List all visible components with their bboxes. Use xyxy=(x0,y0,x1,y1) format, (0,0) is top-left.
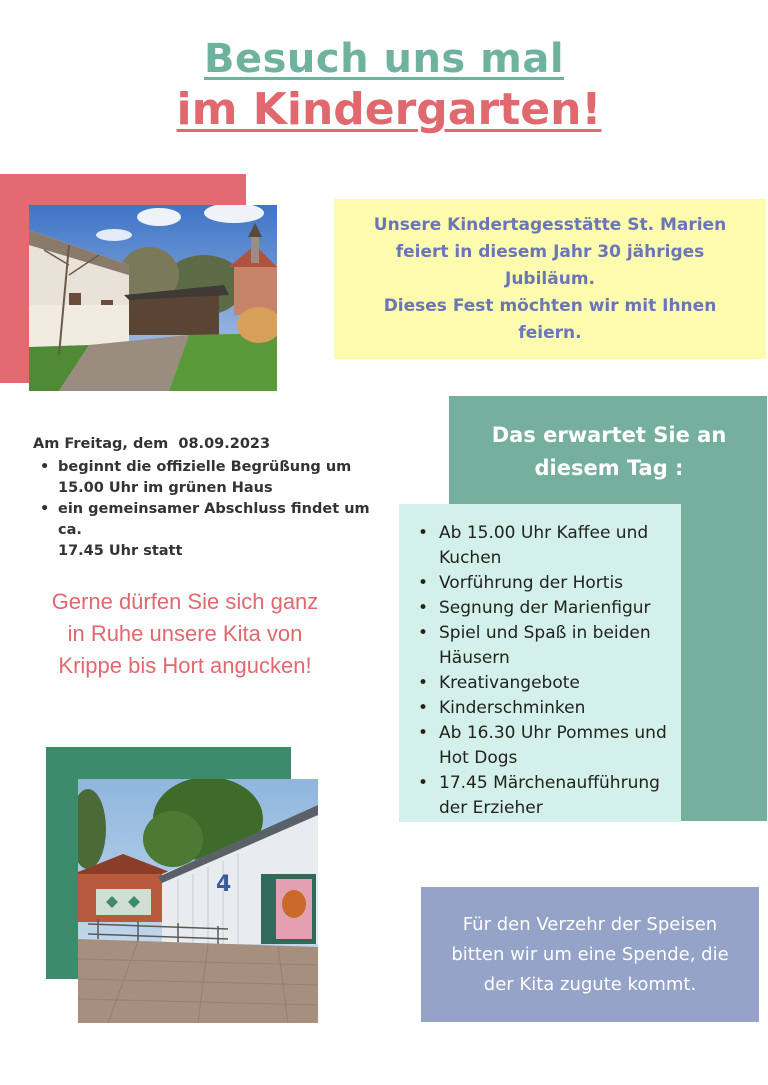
invite-text xyxy=(20,586,350,682)
program-list xyxy=(416,521,678,821)
intro-line: Dieses Fest möchten wir mit Ihnen xyxy=(383,295,717,316)
kindergarten-photo-bottom xyxy=(78,779,318,1023)
program-item xyxy=(416,596,678,621)
svg-text:4: 4 xyxy=(216,872,232,897)
invite-line: in Ruhe unsere Kita von xyxy=(67,621,303,646)
schedule-item-line: 17.45 Uhr statt xyxy=(58,543,183,559)
intro-line: feiert in diesem Jahr 30 jähriges xyxy=(395,241,705,262)
donation-line: bitten wir um eine Spende, die xyxy=(451,943,729,965)
schedule-item xyxy=(40,499,380,562)
program-item xyxy=(416,671,678,696)
bullet-icon: • xyxy=(418,723,429,743)
bullet-icon: • xyxy=(418,573,429,593)
kindergarten-photo-top xyxy=(29,205,277,391)
schedule-item-line: ein gemeinsamer Abschluss findet um ca. xyxy=(58,501,370,538)
program-item-text: Ab 16.30 Uhr Pommes und Hot Dogs xyxy=(439,723,667,768)
bullet-icon: • xyxy=(418,773,429,793)
title-line-1: Besuch uns mal xyxy=(203,36,565,82)
program-item-text: Ab 15.00 Uhr Kaffee und Kuchen xyxy=(439,523,649,568)
bullet-icon: • xyxy=(418,698,429,718)
invite-line: Krippe bis Hort angucken! xyxy=(58,653,312,678)
schedule-item-line: 15.00 Uhr im grünen Haus xyxy=(58,480,273,496)
donation-line: Für den Verzehr der Speisen xyxy=(462,913,718,935)
bullet-icon: • xyxy=(418,523,429,543)
bullet-icon: • xyxy=(418,623,429,643)
program-item-text: Spiel und Spaß in beiden Häusern xyxy=(439,623,651,668)
intro-line: Jubiläum. xyxy=(505,268,595,289)
program-heading-line: Das erwartet Sie an xyxy=(491,423,727,447)
donation-line: der Kita zugute kommt. xyxy=(483,973,697,995)
program-heading-line: diesem Tag : xyxy=(534,456,684,480)
program-item xyxy=(416,621,678,671)
bullet-icon: • xyxy=(418,598,429,618)
program-item-text: Segnung der Marienfigur xyxy=(439,598,651,618)
title-line-2: im Kindergarten! xyxy=(176,84,602,135)
intro-box xyxy=(334,199,766,359)
program-item xyxy=(416,571,678,596)
program-item-text: Vorführung der Hortis xyxy=(439,573,624,593)
intro-line: Unsere Kindertagesstätte St. Marien xyxy=(373,214,727,235)
schedule-item xyxy=(40,457,360,499)
schedule-item-line: beginnt die offizielle Begrüßung um xyxy=(58,459,352,475)
program-item-text: Kreativangebote xyxy=(439,673,580,693)
program-item xyxy=(416,771,678,821)
program-item xyxy=(416,521,678,571)
date-line: Am Freitag, dem 08.09.2023 xyxy=(33,436,271,452)
intro-line: feiern. xyxy=(518,322,582,343)
program-heading xyxy=(449,419,768,485)
bullet-icon: • xyxy=(40,459,50,475)
program-item-text: Kinderschminken xyxy=(439,698,586,718)
invite-line: Gerne dürfen Sie sich ganz xyxy=(51,589,319,614)
program-item xyxy=(416,696,678,721)
donation-box xyxy=(421,887,759,1022)
bullet-icon: • xyxy=(418,673,429,693)
program-item xyxy=(416,721,678,771)
bullet-icon: • xyxy=(40,501,50,517)
program-item-text: 17.45 Märchenaufführung der Erzieher xyxy=(439,773,660,818)
